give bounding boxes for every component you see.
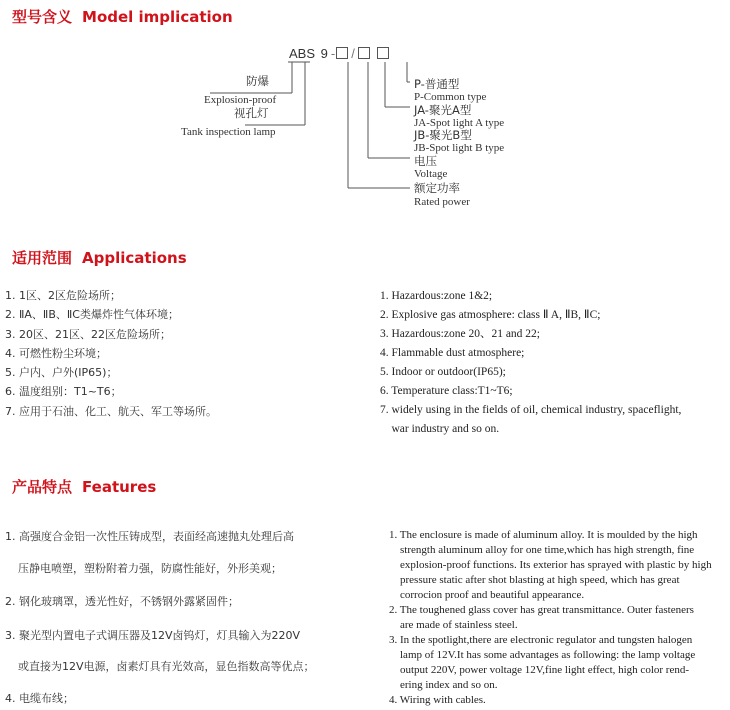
- features-heading: [12, 476, 156, 497]
- feature-en-line-7: are made of stainless steel.: [400, 619, 518, 631]
- feature-en-line-2: strength aluminum alloy for one time,which has high strength, fine: [400, 544, 695, 556]
- model-heading-en: Model implication: [82, 8, 233, 26]
- list-item: 2. Explosive gas atmosphere: class Ⅱ A, ⅡB, ⅡC;: [380, 309, 601, 321]
- feature-en-line-6: 2. The toughened glass cover has great transmittance. Outer fasteners: [389, 604, 694, 616]
- model-code-prefix: ABS: [289, 46, 316, 61]
- list-item: 5. 户内、户外(IP65)；: [5, 366, 118, 380]
- list-item: 6. 温度组别：T1~T6；: [5, 385, 122, 399]
- label-rated-power-cn: 额定功率: [414, 181, 460, 195]
- list-item: 1. Hazardous:zone 1&2;: [380, 290, 493, 302]
- feature-cn-line-4: 3. 聚光型内置电子式调压器及12V卤钨灯，灯具输入为220V: [5, 629, 301, 642]
- label-common-en: P-Common type: [414, 91, 487, 103]
- label-spot-a-en: JA-Spot light A type: [414, 117, 505, 129]
- list-item: 4. Flammable dust atmosphere;: [380, 347, 525, 359]
- list-item: 5. Indoor or outdoor(IP65);: [380, 366, 506, 378]
- feature-en-line-4: pressure static after shot blasting at high speed, which has great: [400, 574, 680, 586]
- applications-heading-en: Applications: [82, 249, 187, 267]
- list-item: 1. 1区、2区危险场所；: [5, 289, 121, 302]
- model-code-suffix: 9: [320, 46, 328, 61]
- label-explosion-proof-cn: 防爆: [246, 74, 269, 88]
- feature-en-line-3: explosion-proof functions. Its exterior has sprayed with plastic by high: [400, 559, 712, 571]
- feature-cn-line-2: 压静电喷塑，塑粉附着力强，防腐性能好，外形美观；: [18, 562, 282, 575]
- label-explosion-proof-en: Explosion-proof: [204, 94, 277, 106]
- label-tank-lamp-cn: 视孔灯: [234, 106, 269, 120]
- list-item: 4. 可燃性粉尘环境；: [5, 346, 107, 360]
- list-item: 2. ⅡA、ⅡB、ⅡC类爆炸性气体环境；: [5, 308, 179, 322]
- feature-cn-line-1: 1. 高强度合金铝一次性压铸成型，表面经高速抛丸处理后高: [5, 530, 294, 543]
- label-spot-b-en: JB-Spot light B type: [414, 142, 505, 154]
- label-common-cn: P-普通型: [414, 77, 460, 91]
- list-item: war industry and so on.: [380, 423, 500, 435]
- feature-cn-line-5: 或直接为12V电源，卤素灯具有光效高，显色指数高等优点；: [18, 660, 315, 673]
- label-voltage-en: Voltage: [414, 168, 448, 180]
- feature-en-line-10: output 220V, power voltage 12V,fine light effect, high color rend-: [400, 664, 689, 676]
- label-spot-b-cn: JB-聚光B型: [414, 128, 472, 142]
- applications-en-list: [380, 287, 681, 439]
- feature-en-line-9: lamp of 12V.It has some advantages as following: the lamp voltage: [400, 649, 696, 661]
- model-heading-cn: 型号含义: [12, 8, 73, 26]
- list-item: 7. 应用于石油、化工、航天、军工等场所。: [5, 404, 217, 418]
- list-item: 7. widely using in the fields of oil, chemical industry, spaceflight,: [380, 404, 682, 416]
- label-spot-a-cn: JA-聚光A型: [414, 103, 472, 117]
- feature-en-line-5: corrocion proof and beautiful appearance.: [400, 589, 585, 601]
- applications-heading-cn: 适用范围: [12, 249, 73, 267]
- label-rated-power-en: Rated power: [414, 196, 470, 208]
- list-item: 3. 20区、21区、22区危险场所；: [5, 327, 171, 341]
- applications-cn-list: [5, 286, 217, 421]
- feature-en-line-8: 3. In the spotlight,there are electronic regulator and tungsten halogen: [389, 634, 693, 646]
- model-code-dash: -: [330, 46, 336, 61]
- model-code-slash: /: [351, 46, 355, 61]
- feature-cn-line-3: 2. 钢化玻璃罩，透光性好，不锈钢外露紧固件；: [5, 595, 239, 608]
- feature-en-line-11: ering index and so on.: [400, 679, 498, 691]
- label-voltage-cn: 电压: [414, 154, 437, 168]
- list-item: 3. Hazardous:zone 20、21 and 22;: [380, 328, 541, 340]
- label-tank-lamp-en: Tank inspection lamp: [181, 126, 276, 138]
- feature-cn-line-6: 4. 电缆布线；: [5, 692, 74, 705]
- feature-en-line-1: 1. The enclosure is made of aluminum alloy. It is moulded by the high: [389, 529, 698, 541]
- feature-en-line-12: 4. Wiring with cables.: [389, 694, 486, 706]
- list-item: 6. Temperature class:T1~T6;: [380, 385, 513, 397]
- features-heading-cn: 产品特点: [12, 478, 73, 496]
- applications-heading: [12, 247, 187, 268]
- features-heading-en: Features: [82, 478, 157, 496]
